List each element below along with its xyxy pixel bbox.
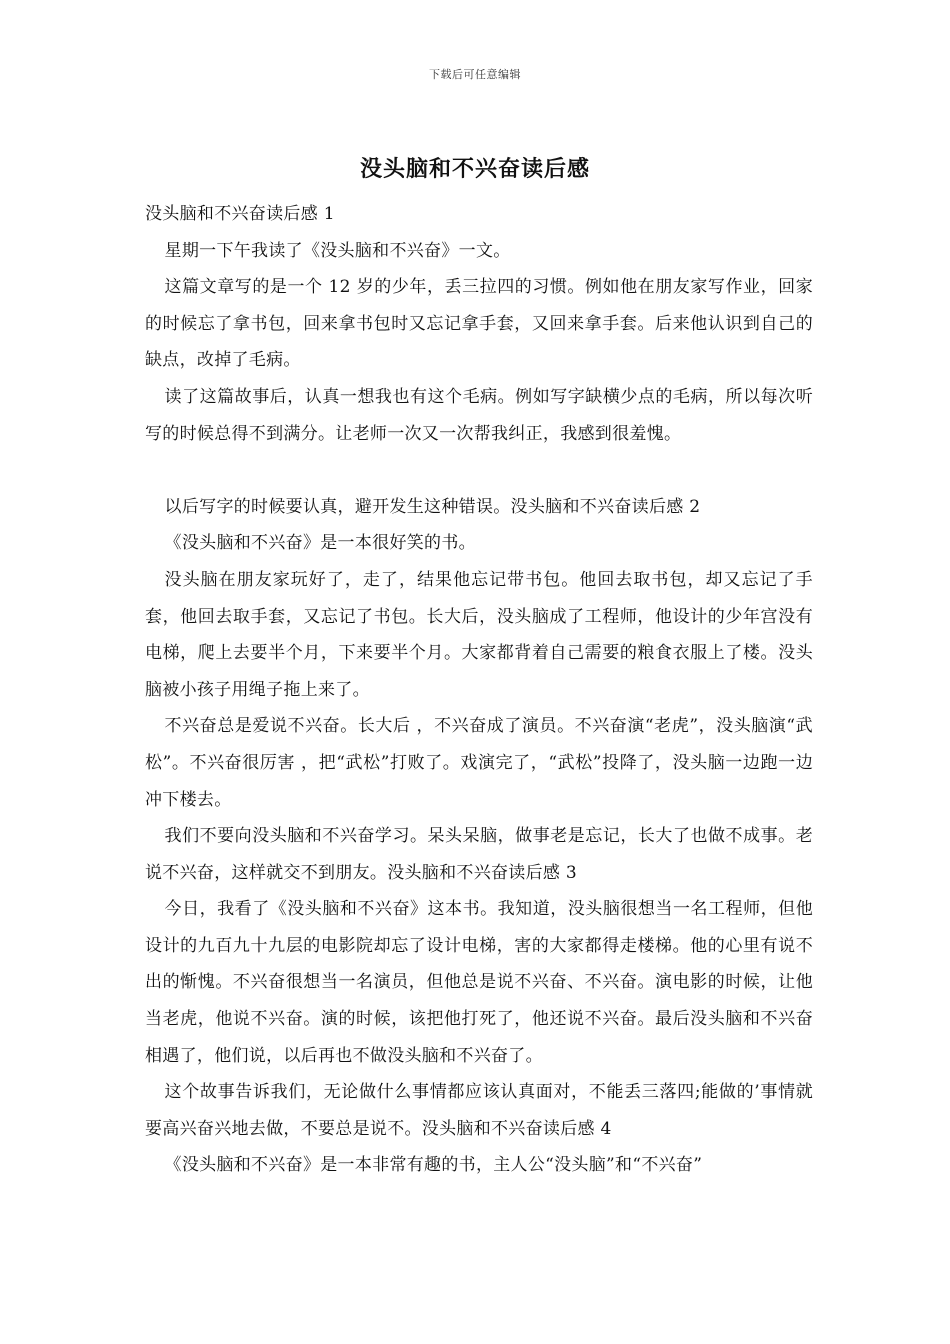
document-body: [145, 196, 813, 1184]
paragraph: 这篇文章写的是一个 12 岁的少年，丢三拉四的习惯。例如他在朋友家写作业，回家的时候忘了拿书包，回来拿书包时又忘记拿手套，又回来拿手套。后来他认识到自己的缺点，改掉了毛病。: [145, 277, 813, 371]
paragraph: 以后写字的时候要认真，避开发生这种错误。没头脑和不兴奋读后感 2: [164, 496, 701, 517]
paragraph: 读了这篇故事后，认真一想我也有这个毛病。例如写字缺横少点的毛病，所以每次听写的时候总得不到满分。让老师一次又一次帮我纠正，我感到很羞愧。: [145, 386, 813, 444]
page-title: 没头脑和不兴奋读后感: [359, 156, 590, 182]
paragraph: 《没头脑和不兴奋》是一本非常有趣的书，主人公“没头脑”和“不兴奋”: [164, 1155, 703, 1176]
paragraph: 没头脑在朋友家玩好了，走了，结果他忘记带书包。他回去取书包，却又忘记了手套，他回去取手套，又忘记了书包。长大后，没头脑成了工程师，他设计的少年宫没有电梯，爬上去要半个月，下来要半个月。大家都背着自己需要的粮食衣服上了楼。没头脑被小孩子用绳子拖上来了。: [145, 569, 813, 700]
paragraph: 这个故事告诉我们，无论做什么事情都应该认真面对，不能丢三落四;能做的’事情就要高兴奋兴地去做，不要总是说不。没头脑和不兴奋读后感 4: [145, 1082, 813, 1139]
paragraph: 不兴奋总是爱说不兴奋。长大后 ，不兴奋成了演员。不兴奋演“老虎”，没头脑演“武松”。不兴奋很厉害 ，把“武松”打败了。戏演完了，“武松”投降了，没头脑一边跑一边冲下楼去。: [145, 716, 813, 810]
header-note: 下载后可任意编辑: [429, 68, 521, 81]
paragraph: 我们不要向没头脑和不兴奋学习。呆头呆脑，做事老是忘记，长大了也做不成事。老说不兴奋，这样就交不到朋友。没头脑和不兴奋读后感 3: [145, 826, 813, 883]
section-heading-1: 没头脑和不兴奋读后感 1: [145, 204, 335, 224]
paragraph: 今日，我看了《没头脑和不兴奋》这本书。我知道，没头脑很想当一名工程师，但他设计的九百九十九层的电影院却忘了设计电梯，害的大家都得走楼梯。他的心里有说不出的惭愧。不兴奋很想当一名演员，但他总是说不兴奋、不兴奋。演电影的时候，让他当老虎，他说不兴奋。演的时候，该把他打死了，他还说不兴奋。最后没头脑和不兴奋相遇了，他们说，以后再也不做没头脑和不兴奋了。: [145, 899, 813, 1066]
paragraph: 《没头脑和不兴奋》是一本很好笑的书。: [164, 533, 476, 554]
paragraph: 星期一下午我读了《没头脑和不兴奋》一文。: [164, 240, 511, 261]
